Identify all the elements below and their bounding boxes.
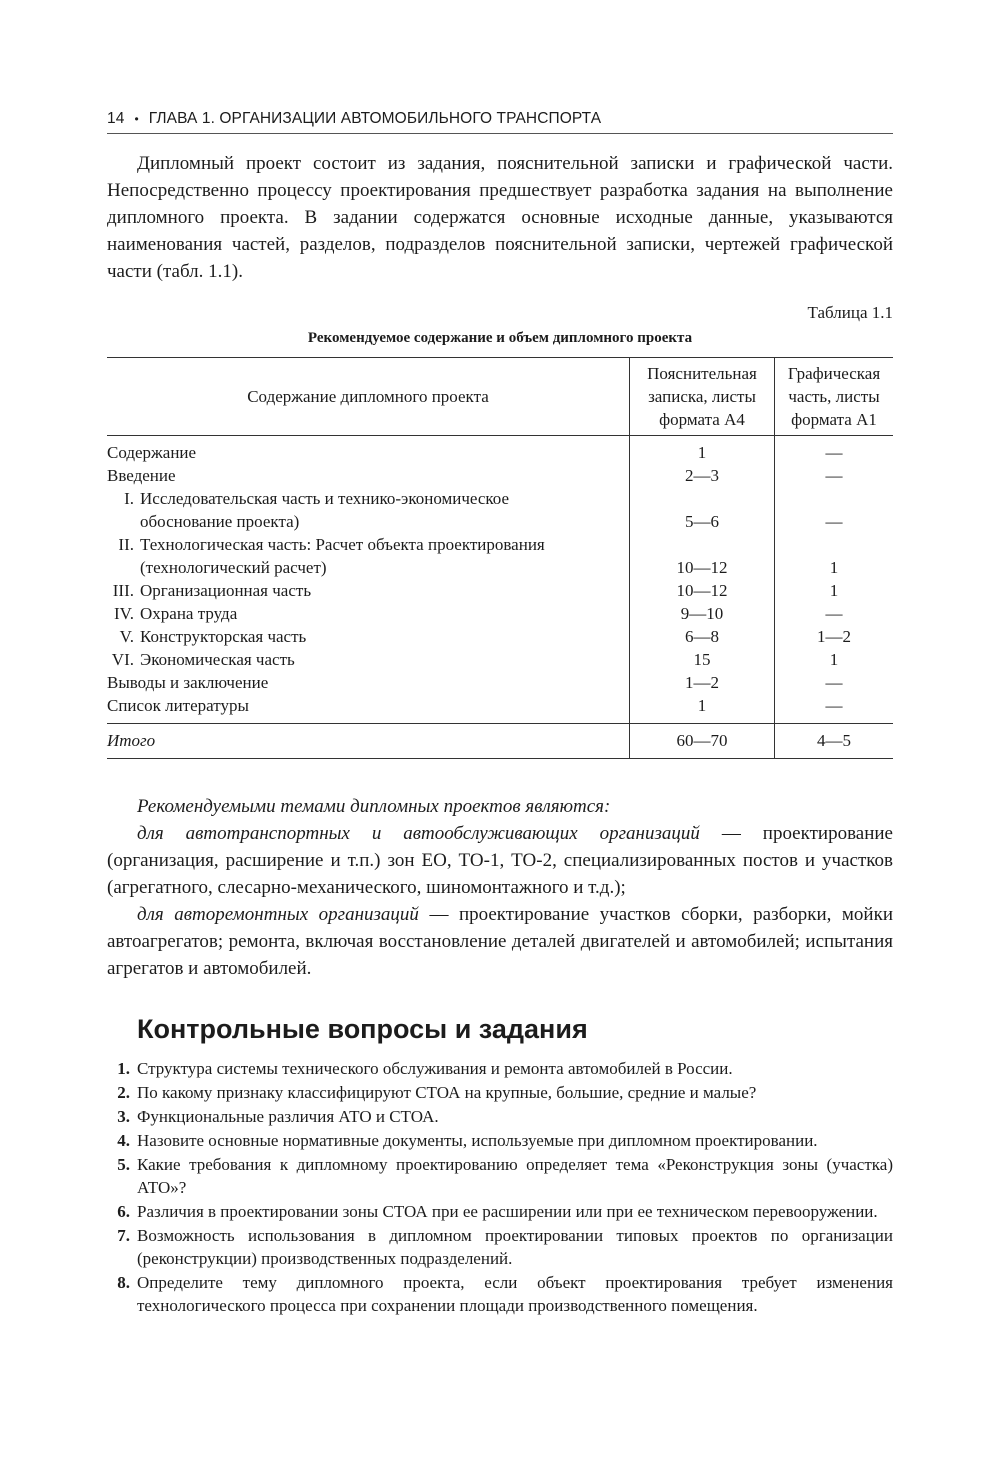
topic-item: [107, 820, 893, 901]
row-sheets-a4: 15: [630, 648, 775, 671]
row-number: VI.: [111, 650, 134, 669]
row-number: I.: [124, 489, 134, 508]
row-number: IV.: [114, 604, 134, 623]
row-sheets-a4: 10—12: [630, 579, 775, 602]
row-sheets-a4: 9—10: [630, 602, 775, 625]
topics-block: [107, 793, 893, 982]
table-label: Таблица 1.1: [807, 303, 893, 322]
question-text: Назовите основные нормативные документы, используемые при дипломном проектировании.: [137, 1131, 818, 1150]
question-number: 3.: [117, 1107, 130, 1126]
total-sheets-a1: 4—5: [775, 724, 894, 759]
question-number: 4.: [117, 1131, 130, 1150]
questions-list: [107, 1057, 893, 1317]
topic-item: [107, 901, 893, 982]
row-sheets-a1: —: [775, 436, 894, 465]
project-content-table: [107, 357, 893, 759]
question-text: Различия в проектировании зоны СТОА при ее расширении или при ее техническом перевооружении.: [137, 1202, 878, 1221]
header-graphic-line: формата А1: [791, 410, 877, 429]
list-item: [107, 1200, 893, 1223]
table-row: [107, 487, 893, 533]
header-graphic-line: Графическая: [787, 364, 881, 383]
topics-heading: Рекомендуемыми темами дипломных проектов являются:: [137, 796, 611, 817]
table-row: [107, 694, 893, 724]
row-sheets-a1: 1—2: [775, 625, 894, 648]
section-heading: Контрольные вопросы и задания: [137, 1014, 588, 1044]
chapter-title: ГЛАВА 1. ОРГАНИЗАЦИИ АВТОМОБИЛЬНОГО ТРАНСПОРТА: [148, 110, 602, 127]
row-sheets-a1: 1: [775, 579, 894, 602]
row-sheets-a4: 1: [630, 436, 775, 465]
list-item: [107, 1081, 893, 1104]
list-item: [107, 1224, 893, 1270]
header-content: Содержание дипломного проекта: [107, 358, 630, 436]
total-label: Итого: [107, 724, 630, 759]
page-number: 14: [107, 110, 125, 127]
table-row: [107, 464, 893, 487]
intro-paragraph: Дипломный проект состоит из задания, пояснительной записки и графической части. Непосредственно процессу проектирования предшествует разработка задания на выполнение дипломного проекта. В задании содержатся основные исходные данные, указываются наименования частей, разделов, подразделов пояснительной записки, чертежей графической части (табл. 1.1).: [107, 153, 893, 282]
row-name-line: (технологический расчет): [140, 558, 327, 577]
table-row: [107, 533, 893, 579]
table-row: [107, 625, 893, 648]
question-number: 7.: [117, 1226, 130, 1245]
row-sheets-a4: 1—2: [630, 671, 775, 694]
row-number: V.: [119, 627, 134, 646]
row-name: Организационная часть: [140, 581, 312, 600]
header-graphic-part: [775, 358, 894, 436]
row-name-line: обоснование проекта): [140, 512, 300, 531]
question-text: Определите тему дипломного проекта, если объект проектирования требует изменения технологического процесса при сохранении площади производственного помещения.: [137, 1273, 893, 1315]
question-text: Возможность использования в дипломном проектировании типовых проектов по организации (реконструкции) производственных подразделений.: [137, 1226, 893, 1268]
question-number: 8.: [117, 1273, 130, 1292]
table-row: [107, 602, 893, 625]
total-sheets-a4: 60—70: [630, 724, 775, 759]
row-name: Список литературы: [107, 696, 249, 715]
row-sheets-a4: 10—12: [630, 533, 775, 579]
question-number: 5.: [117, 1155, 130, 1174]
row-sheets-a4: 5—6: [630, 487, 775, 533]
table-row: [107, 648, 893, 671]
row-name: Экономическая часть: [140, 650, 295, 669]
header-note-line: Пояснительная: [647, 364, 757, 383]
table-title: Рекомендуемое содержание и объем дипломного проекта: [307, 330, 693, 346]
topic-lead: для авторемонтных организаций: [137, 904, 419, 925]
book-page: [107, 100, 893, 1318]
row-sheets-a1: —: [775, 487, 894, 533]
list-item: [107, 1271, 893, 1317]
table-row: [107, 671, 893, 694]
question-number: 1.: [117, 1059, 130, 1078]
row-sheets-a1: 1: [775, 533, 894, 579]
row-name-line: Технологическая часть: Расчет объекта проектирования: [140, 535, 545, 554]
row-sheets-a1: —: [775, 464, 894, 487]
question-number: 2.: [117, 1083, 130, 1102]
row-sheets-a4: 2—3: [630, 464, 775, 487]
table-total-row: [107, 724, 893, 759]
topic-text: — проектирование участков сборки, разборки, мойки автоагрегатов; ремонта, включая восстановление деталей двигателей и автомобилей; испытания агрегатов и автомобилей.: [107, 904, 893, 979]
row-sheets-a1: 1: [775, 648, 894, 671]
table-row: [107, 436, 893, 465]
bullet-separator: •: [134, 112, 139, 126]
running-head: [107, 110, 893, 134]
row-number: II.: [118, 535, 134, 554]
question-text: Какие требования к дипломному проектированию определяет тема «Реконструкция зоны (участка) АТО»?: [137, 1155, 893, 1197]
row-name: Охрана труда: [140, 604, 238, 623]
question-text: Функциональные различия АТО и СТОА.: [137, 1107, 439, 1126]
question-text: Структура системы технического обслуживания и ремонта автомобилей в России.: [137, 1059, 733, 1078]
list-item: [107, 1105, 893, 1128]
header-note-line: формата А4: [659, 410, 745, 429]
header-note-line: записка, листы: [648, 387, 756, 406]
table-row: [107, 579, 893, 602]
question-text: По какому признаку классифицируют СТОА на крупные, большие, средние и малые?: [137, 1083, 757, 1102]
header-graphic-line: часть, листы: [788, 387, 880, 406]
row-name: Конструкторская часть: [140, 627, 307, 646]
row-sheets-a4: 6—8: [630, 625, 775, 648]
row-name: Содержание: [107, 443, 197, 462]
list-item: [107, 1129, 893, 1152]
question-number: 6.: [117, 1202, 130, 1221]
table-header-row: [107, 358, 893, 436]
row-sheets-a4: 1: [630, 694, 775, 724]
row-sheets-a1: —: [775, 602, 894, 625]
row-name-line: Исследовательская часть и технико-экономическое: [140, 489, 510, 508]
topic-lead: для автотранспортных и автообслуживающих организаций: [137, 823, 700, 844]
row-number: III.: [112, 581, 134, 600]
list-item: [107, 1057, 893, 1080]
row-sheets-a1: —: [775, 694, 894, 724]
row-name: Введение: [107, 466, 176, 485]
header-explanatory-note: [630, 358, 775, 436]
list-item: [107, 1153, 893, 1199]
topic-text: — проектирование (организация, расширение и т.п.) зон ЕО, ТО-1, ТО-2, специализированных постов и участков (агрегатного, слесарно-механического, шиномонтажного и т.д.);: [107, 823, 893, 898]
row-sheets-a1: —: [775, 671, 894, 694]
row-name: Выводы и заключение: [107, 673, 269, 692]
